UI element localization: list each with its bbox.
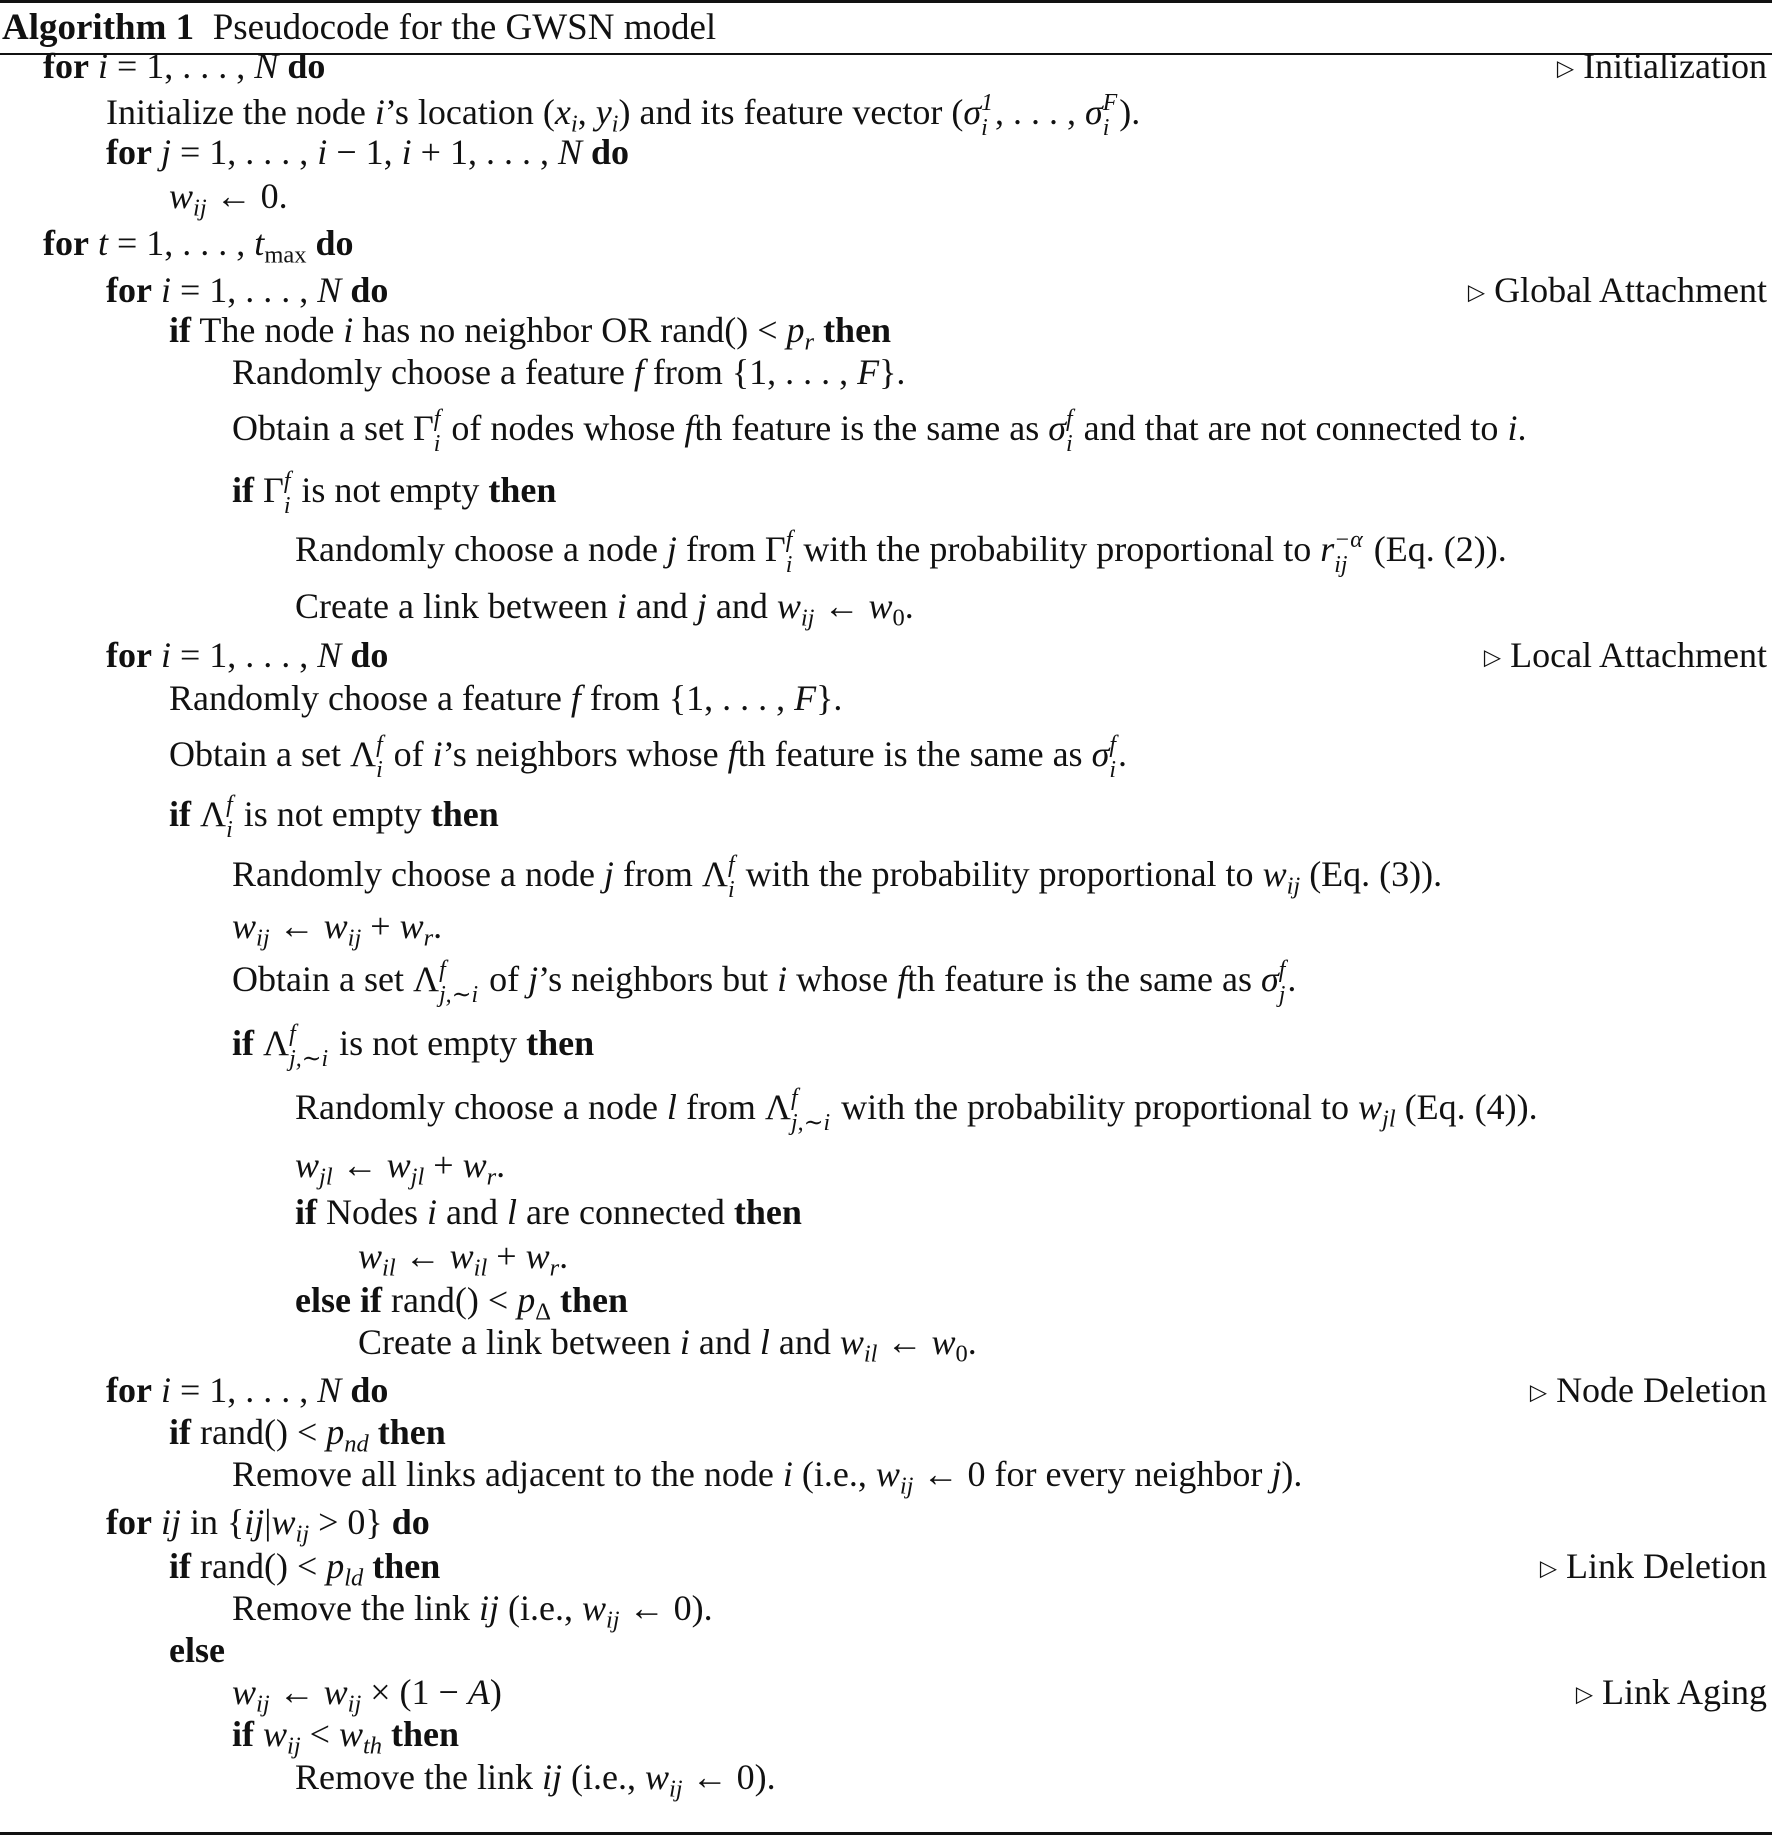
triangle-icon: ▷ [1529, 1379, 1548, 1405]
code-text: Remove all links adjacent to the node i (i.e., $w_{ij}$ ← 0 for every neighbor j). [232, 1454, 1303, 1500]
triangle-icon: ▷ [1575, 1681, 1593, 1707]
code-text: if Γ f i is not empty then [232, 468, 557, 519]
code-text: $w_{jl}$ ← $w_{jl} + w_r$. [295, 1145, 506, 1191]
code-text: Randomly choose a feature f from {1, . . . , F}. [169, 678, 843, 718]
triangle-icon: ▷ [1467, 279, 1486, 305]
step-comment [1540, 1546, 1767, 1588]
code-text: Remove the link ij (i.e., $w_{ij}$ ← 0). [232, 1588, 713, 1634]
code-text: else if rand() < $p_\Delta$ then [295, 1280, 628, 1326]
code-text: Obtain a set Λ f i of i’s neighbors whose fth feature is the same as σ f i . [169, 732, 1127, 783]
code-text: Initialize the node i’s location ($x_i$, $y_i$) and its feature vector (σ 1 i , . . . , σ F i ). [106, 90, 1141, 141]
triangle-icon: ▷ [1556, 55, 1575, 81]
code-text: if rand() < $p_{ld}$ then [169, 1546, 441, 1592]
code-text: $w_{il}$ ← $w_{il} + w_r$. [358, 1236, 569, 1282]
code-text: if Λ f j,∼i is not empty then [232, 1021, 595, 1072]
code-text: for j = 1, . . . , i − 1, i + 1, . . . , N do [106, 132, 629, 172]
code-text: for i = 1, . . . , N do [106, 1370, 389, 1410]
code-text: Randomly choose a node l from Λ f j,∼i with the probability proportional to $w_{jl}$ (Eq. (4)). [295, 1085, 1538, 1136]
step-comment-label: Local Attachment [1510, 635, 1767, 675]
code-text: Randomly choose a feature f from {1, . . . , F}. [232, 352, 906, 392]
algorithm-label: Algorithm 1 [2, 7, 195, 48]
code-text: for i = 1, . . . , N do [106, 270, 389, 310]
code-text: Randomly choose a node j from Λ f i with the probability proportional to $w_{ij}$ (Eq. (3)). [232, 852, 1443, 903]
top-rule [0, 0, 1772, 3]
algorithm-caption [2, 6, 716, 50]
step-comment [1557, 46, 1767, 88]
code-text: $w_{ij}$ ← $w_{ij} + w_r$. [232, 906, 443, 952]
code-text: Create a link between i and j and $w_{ij}$ ← $w_0$. [295, 586, 914, 632]
step-comment-label: Link Deletion [1566, 1546, 1767, 1586]
step-comment [1576, 1672, 1767, 1714]
code-text: Obtain a set Λ f j,∼i of j’s neighbors but i whose fth feature is the same as σ f j . [232, 957, 1297, 1008]
step-comment-label: Node Deletion [1556, 1370, 1767, 1410]
step-comment-label: Link Aging [1601, 1672, 1767, 1712]
algorithm-title: Pseudocode for the GWSN model [212, 7, 717, 48]
triangle-icon: ▷ [1539, 1555, 1558, 1581]
code-text: $w_{ij}$ ← 0. [169, 176, 288, 222]
step-comment [1484, 635, 1767, 677]
code-text: for i = 1, . . . , N do [106, 635, 389, 675]
code-text: if Nodes i and l are connected then [295, 1192, 802, 1232]
code-text: Obtain a set Γ f i of nodes whose fth feature is the same as σ f i and that are not connected to i. [232, 406, 1527, 457]
code-text: if rand() < $p_{nd}$ then [169, 1412, 446, 1458]
code-text: Randomly choose a node j from Γ f i with the probability proportional to r −α ij (Eq. (2)). [295, 527, 1507, 578]
triangle-icon: ▷ [1483, 644, 1502, 670]
step-comment [1530, 1370, 1767, 1412]
bottom-rule [0, 1832, 1772, 1835]
code-text: for t = 1, . . . , $t_{max}$ do [43, 223, 354, 269]
code-text: if Λ f i is not empty then [169, 792, 499, 843]
code-text: for ij in $\{ij|w_{ij} > 0\}$ do [106, 1502, 430, 1548]
code-text: $w_{ij}$ ← $w_{ij} \times (1 - A)$ [232, 1672, 502, 1718]
step-comment-label: Initialization [1583, 46, 1767, 86]
step-comment [1468, 270, 1767, 312]
code-text: else [169, 1630, 225, 1670]
step-comment-label: Global Attachment [1494, 270, 1767, 310]
code-text: Remove the link ij (i.e., $w_{ij}$ ← 0). [295, 1757, 776, 1803]
code-text: if The node i has no neighbor OR rand() < $p_r$ then [169, 310, 892, 356]
code-text: if $w_{ij} < w_{th}$ then [232, 1714, 460, 1760]
code-text: for i = 1, . . . , N do [43, 46, 326, 86]
code-text: Create a link between i and l and $w_{il}$ ← $w_0$. [358, 1322, 977, 1368]
